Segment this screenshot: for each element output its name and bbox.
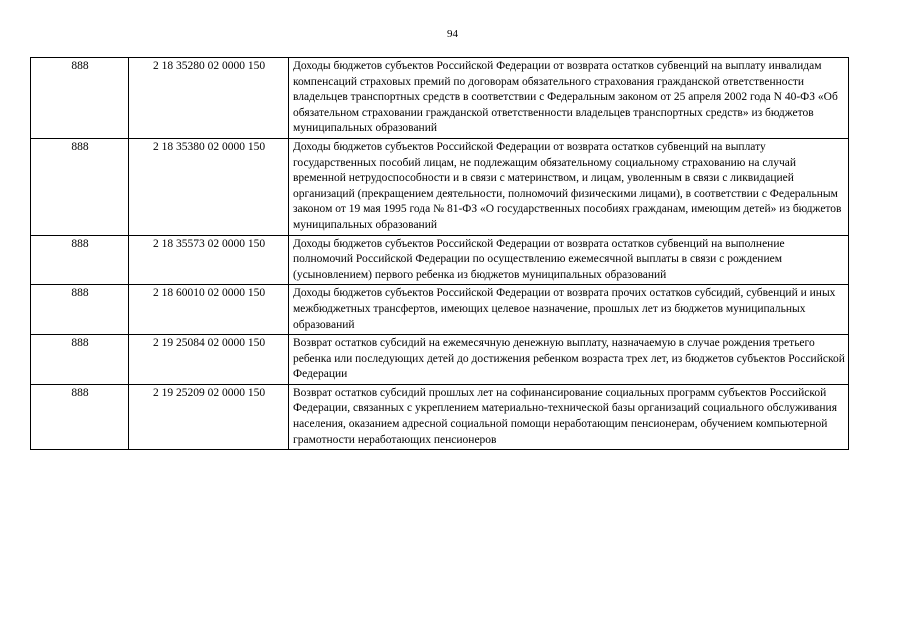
table-row — [31, 58, 849, 139]
description-cell: Возврат остатков субсидий прошлых лет на софинансирование социальных программ субъектов Российской Федерации, связанных с укреплением материально-технической базы организаций социального обслуживания населения, оказанием адресной социальной помощи неработающим пенсионерам, обучением компьютерной грамотности неработающих пенсионеров — [289, 384, 849, 449]
table-row — [31, 138, 849, 235]
description-cell: Доходы бюджетов субъектов Российской Федерации от возврата прочих остатков субсидий, субвенций и иных межбюджетных трансфертов, имеющих целевое назначение, прошлых лет из бюджетов муниципальных образований — [289, 285, 849, 335]
description-cell: Доходы бюджетов субъектов Российской Федерации от возврата остатков субвенций на выполнение полномочий Российской Федерации по осуществлению ежемесячной выплаты в связи с рождением (усыновлением) первого ребенка из бюджетов муниципальных образований — [289, 235, 849, 285]
budget-code-cell: 2 19 25209 02 0000 150 — [129, 384, 289, 449]
table-row — [31, 285, 849, 335]
admin-code-cell: 888 — [31, 235, 129, 285]
admin-code-cell: 888 — [31, 335, 129, 385]
admin-code-cell: 888 — [31, 285, 129, 335]
description-cell: Доходы бюджетов субъектов Российской Федерации от возврата остатков субвенций на выплату государственных пособий лицам, не подлежащим обязательному социальному страхованию на случай временной нетрудоспособности и в связи с материнством, и лицам, уволенным в связи с ликвидацией организаций (прекращением деятельности, полномочий физическими лицами), в соответствии с Федеральным законом от 19 мая 1995 года № 81-ФЗ «О государственных пособиях гражданам, имеющим детей» из бюджетов муниципальных образований — [289, 138, 849, 235]
budget-code-cell: 2 19 25084 02 0000 150 — [129, 335, 289, 385]
budget-code-cell: 2 18 35573 02 0000 150 — [129, 235, 289, 285]
page-number: 94 — [447, 28, 458, 40]
table-row — [31, 235, 849, 285]
budget-code-cell: 2 18 35280 02 0000 150 — [129, 58, 289, 139]
budget-code-cell: 2 18 35380 02 0000 150 — [129, 138, 289, 235]
table-row — [31, 335, 849, 385]
table-row — [31, 384, 849, 449]
description-cell: Доходы бюджетов субъектов Российской Федерации от возврата остатков субвенций на выплату инвалидам компенсаций страховых премий по договорам обязательного страхования гражданской ответственности владельцев транспортных средств в соответствии с Федеральным законом от 25 апреля 2002 года N 40-ФЗ «Об обязательном страховании гражданской ответственности владельцев транспортных средств» из бюджетов муниципальных образований — [289, 58, 849, 139]
budget-codes-table — [30, 57, 849, 450]
admin-code-cell: 888 — [31, 58, 129, 139]
description-cell: Возврат остатков субсидий на ежемесячную денежную выплату, назначаемую в случае рождения третьего ребенка или последующих детей до достижения ребенком возраста трех лет, из бюджетов субъектов Российской Федерации — [289, 335, 849, 385]
budget-code-cell: 2 18 60010 02 0000 150 — [129, 285, 289, 335]
admin-code-cell: 888 — [31, 384, 129, 449]
admin-code-cell: 888 — [31, 138, 129, 235]
